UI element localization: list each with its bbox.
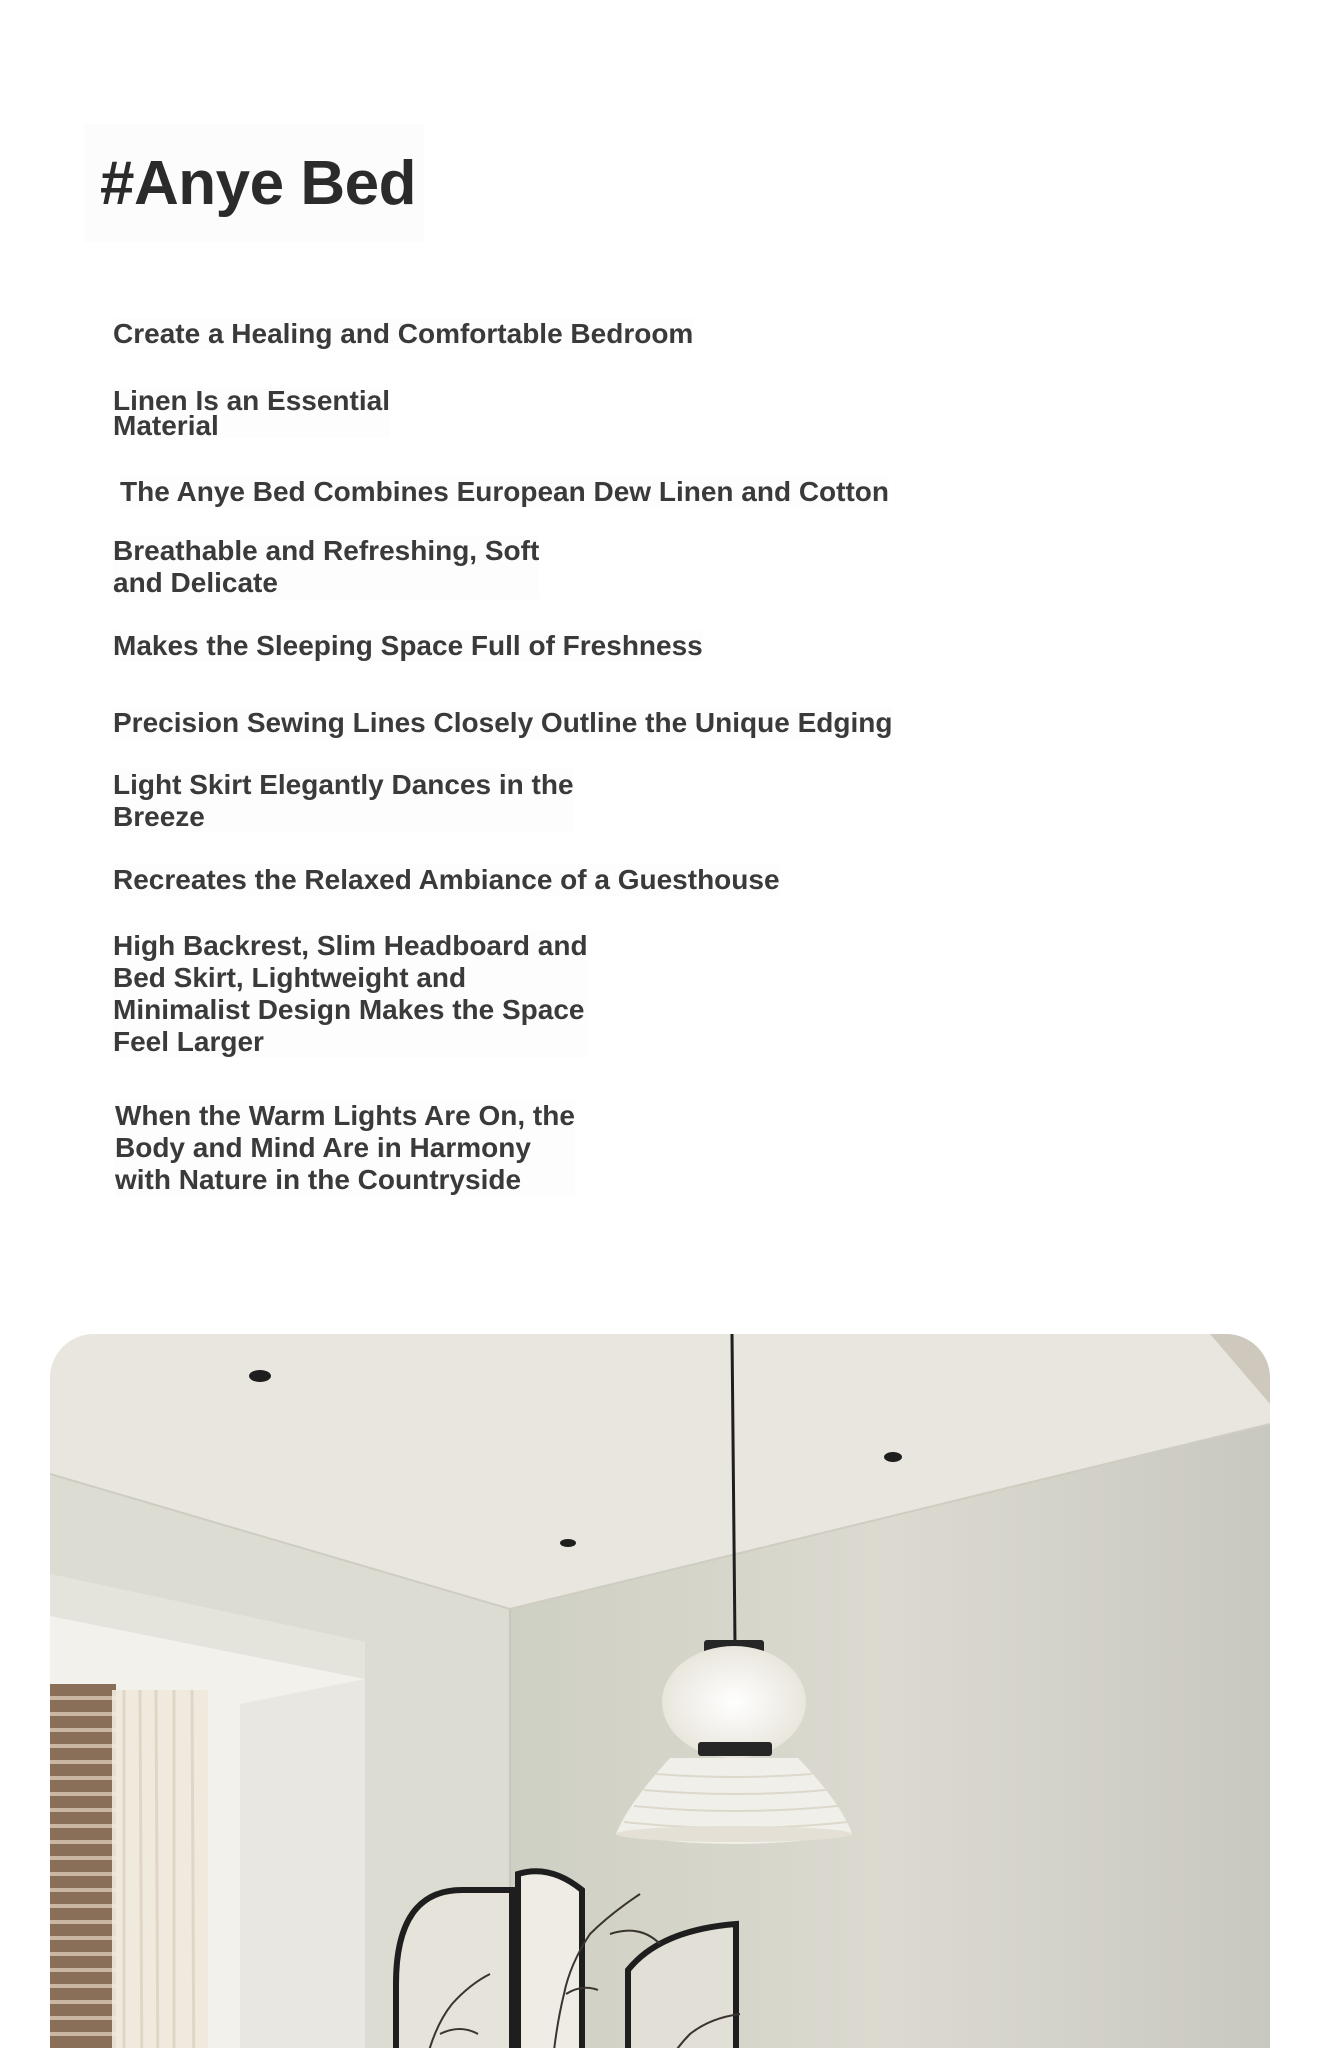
feature-line-4: Breathable and Refreshing, Soft and Delicate bbox=[113, 535, 540, 598]
ceiling-downlight-icon bbox=[249, 1370, 271, 1382]
feature-line-8: Recreates the Relaxed Ambiance of a Guesthouse bbox=[113, 864, 780, 895]
ceiling-downlight-icon bbox=[560, 1539, 576, 1547]
page-title: #Anye Bed bbox=[100, 149, 416, 218]
window-shutter-icon bbox=[50, 1684, 116, 2048]
ceiling-downlight-icon bbox=[884, 1452, 902, 1462]
feature-line-7: Light Skirt Elegantly Dances in the Breeze bbox=[113, 769, 574, 832]
feature-line-6: Precision Sewing Lines Closely Outline the Unique Edging bbox=[113, 707, 893, 738]
feature-line-10: When the Warm Lights Are On, the Body and Mind Are in Harmony with Nature in the Countryside bbox=[115, 1100, 575, 1195]
feature-line-9: High Backrest, Slim Headboard and Bed Skirt, Lightweight and Minimalist Design Makes the Space Feel Larger bbox=[113, 930, 588, 1057]
feature-line-2: Linen Is an Essential Material bbox=[113, 385, 390, 441]
bedroom-scene bbox=[50, 1334, 1270, 2048]
feature-line-3: The Anye Bed Combines European Dew Linen and Cotton bbox=[120, 476, 890, 507]
bedroom-hero-image bbox=[50, 1334, 1270, 2048]
feature-line-1: Create a Healing and Comfortable Bedroom bbox=[113, 318, 694, 349]
sheer-curtain-icon bbox=[112, 1690, 208, 2048]
feature-line-5: Makes the Sleeping Space Full of Freshness bbox=[113, 630, 703, 661]
